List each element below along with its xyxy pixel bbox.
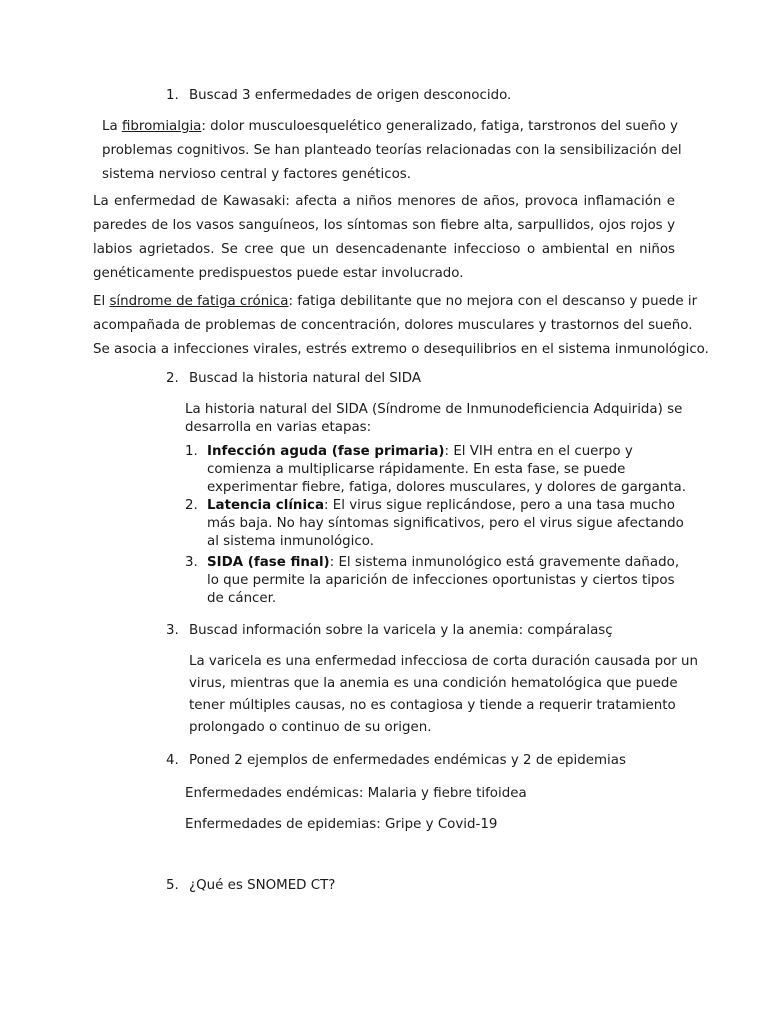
fibromialgia-line-2: problemas cognitivos. Se han planteado teorías relacionadas con la sensibilización del [102,143,682,158]
question-1-text: Buscad 3 enfermedades de origen desconocido. [189,88,512,103]
question-1-number: 1. [166,88,179,103]
fatiga-line-2: acompañada de problemas de concentración, dolores musculares y trastornos del sueño. [93,318,693,333]
question-2 [166,370,421,388]
stage-1-title: Infección aguda (fase primaria) [207,444,445,459]
question-4 [166,752,626,770]
varicela-anemia-paragraph [189,651,699,739]
question-4-text: Poned 2 ejemplos de enfermedades endémicas y 2 de epidemias [189,753,626,768]
question-5-number: 5. [166,878,179,893]
kawasaki-line-1: La enfermedad de Kawasaki: afecta a niños menores de años, provoca inflamación e [93,194,675,209]
fibromialgia-line-3: sistema nervioso central y factores genéticos. [102,167,411,182]
varicela-line-2: virus, mientras que la anemia es una condición hematológica que puede [189,676,678,691]
sida-intro-line-1: La historia natural del SIDA (Síndrome de Inmunodeficiencia Adquirida) se [185,402,683,417]
fatiga-line-3: Se asocia a infecciones virales, estrés extremo o desequilibrios en el sistema inmunológico. [93,342,709,357]
varicela-line-1: La varicela es una enfermedad infecciosa de corta duración causada por un [189,654,699,669]
sida-stage-3: 3. SIDA (fase final): El sistema inmunológico está gravemente dañado, lo que permite la aparición de infecciones oportunistas y ciertos tipos de cáncer. [185,555,680,606]
question-2-number: 2. [166,371,179,386]
sida-intro-line-2: desarrolla en varias etapas: [185,420,372,435]
kawasaki-line-2: paredes de los vasos sanguíneos, los síntomas son fiebre alta, sarpullidos, ojos rojos y [93,218,675,233]
stage-3-title: SIDA (fase final) [207,555,330,570]
fatiga-line-1: El síndrome de fatiga crónica: fatiga debilitante que no mejora con el descanso y puede ir [93,294,698,309]
question-2-text: Buscad la historia natural del SIDA [189,371,421,386]
fibromialgia-paragraph [102,115,682,187]
sida-stages-list [185,443,685,608]
fatiga-cronica-paragraph [93,290,709,362]
fibromialgia-line-1: La fibromialgia: dolor musculoesquelético generalizado, fatiga, tarstronos del sueño y [102,119,678,134]
epidemic-diseases: Enfermedades de epidemias: Gripe y Covid-19 [185,817,498,832]
question-3-text: Buscad información sobre la varicela y la anemia: compáralasç [189,623,613,638]
question-1 [166,87,511,105]
question-3-number: 3. [166,623,179,638]
endemic-diseases: Enfermedades endémicas: Malaria y fiebre tifoidea [185,786,527,801]
kawasaki-line-4: genéticamente predispuestos puede estar involucrado. [93,266,464,281]
varicela-line-3: tener múltiples causas, no es contagiosa y tiende a requerir tratamiento [189,698,676,713]
kawasaki-paragraph [93,190,675,286]
fatiga-cronica-term: síndrome de fatiga crónica [109,294,289,309]
stage-2-title: Latencia clínica [207,498,325,513]
question-5 [166,877,335,895]
question-3 [166,622,613,640]
kawasaki-line-3: labios agrietados. Se cree que un desencadenante infeccioso o ambiental en niños [93,242,675,257]
sida-stage-1: 1. Infección aguda (fase primaria): El VIH entra en el cuerpo y comienza a multiplicarse rápidamente. En esta fase, se puede experimentar fiebre, fatiga, dolores musculares, y dolores de garganta. [185,444,686,495]
fibromialgia-term: fibromialgia [121,119,202,134]
sida-stage-2: 2. Latencia clínica: El virus sigue replicándose, pero a una tasa mucho más baja. No hay síntomas significativos, pero el virus sigue afectando al sistema inmunológico. [185,498,684,549]
question-5-text: ¿Qué es SNOMED CT? [189,878,336,893]
varicela-line-4: prolongado o continuo de su origen. [189,720,432,735]
question-4-number: 4. [166,753,179,768]
